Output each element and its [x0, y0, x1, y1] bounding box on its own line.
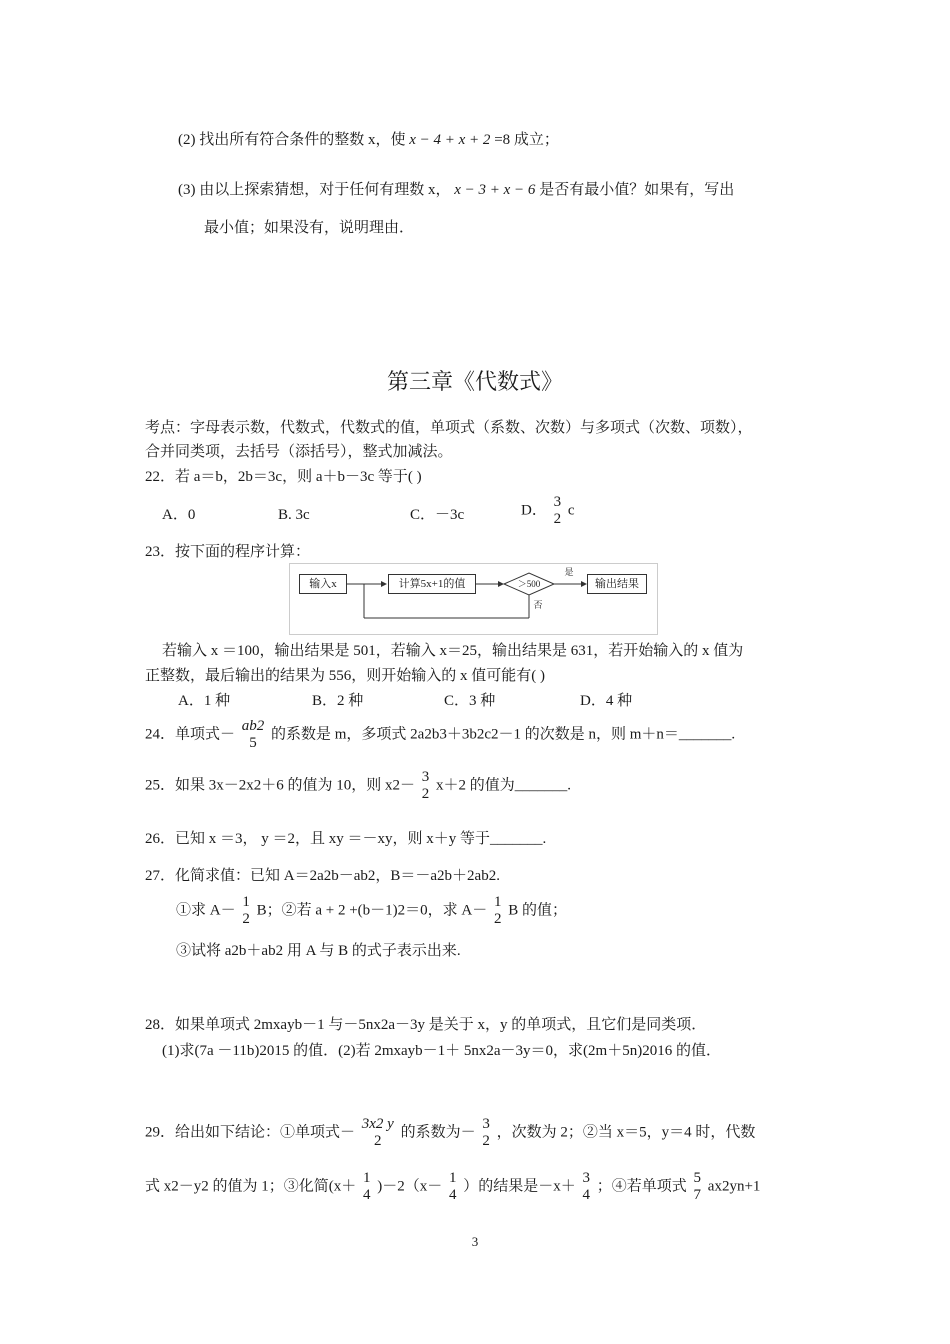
- q22-stem: 22．若 a＝b，2b＝3c，则 a＋b－3c 等于( ): [145, 469, 422, 485]
- q29-fraction-4: [449, 1170, 457, 1204]
- fraction-denominator: 2: [242, 911, 250, 927]
- q23-stem: 23．按下面的程序计算：: [145, 544, 311, 560]
- q27-line1-text: ①求 A－: [176, 902, 236, 919]
- q25-tail: x＋2 的值为_______.: [436, 777, 572, 794]
- q28-line1: 28．如果单项式 2mxayb－1 与－5nx2a－3y 是关于 x，y 的单项式，且它们是同类项．: [145, 1017, 707, 1033]
- q22-option-d-tail: c: [567, 502, 575, 519]
- q29-line2-tail: ax2yn+1: [707, 1178, 761, 1195]
- q22-option-d-label: D．: [521, 502, 547, 519]
- q29-fraction-3: [363, 1170, 371, 1204]
- q23-flowchart: [289, 563, 658, 635]
- fraction-numerator: 5: [693, 1170, 702, 1186]
- q23-option-d: D．4 种: [580, 693, 633, 709]
- q22-option-d: [521, 494, 575, 528]
- q25: [145, 769, 571, 803]
- q21-part2: [178, 130, 559, 150]
- fraction-denominator: 2: [421, 786, 430, 802]
- q29-line1-text: 29．给出如下结论：①单项式－: [145, 1124, 356, 1141]
- q22-option-d-fraction: [554, 494, 562, 528]
- q29-line2-text: 式 x2－y2 的值为 1；③化简(x＋: [145, 1178, 357, 1195]
- q27-line1: [176, 894, 567, 928]
- q29-line2-part1: )－2（x－: [377, 1178, 443, 1195]
- fraction-numerator: 1: [494, 894, 502, 910]
- page-number: 3: [471, 1234, 479, 1249]
- q23-option-a: A．1 种: [178, 693, 231, 709]
- fraction-denominator: 4: [449, 1187, 457, 1203]
- q21-part3: [178, 180, 734, 200]
- fraction-denominator: 2: [374, 1133, 382, 1149]
- fraction-denominator: 4: [363, 1187, 371, 1203]
- q23-line1: 若输入 x ＝100，输出结果是 501，若输入 x＝25，输出结果是 631，若开始输入的 x 值为: [162, 643, 744, 659]
- q27-stem: 27．化简求值：已知 A＝2a2b－ab2，B＝－a2b＋2ab2.: [145, 868, 500, 884]
- q29-line2-part2: ）的结果是－x＋: [463, 1178, 576, 1195]
- q27-fraction-2: [494, 894, 502, 928]
- q25-fraction: [422, 769, 430, 803]
- q24: [145, 718, 735, 752]
- q27-fraction-1: [242, 894, 250, 928]
- q29-fraction-6: [694, 1170, 702, 1204]
- q21-part3-text: (3) 由以上探索猜想，对于任何有理数 x，: [178, 182, 451, 198]
- q29-line2: [145, 1170, 760, 1204]
- q26: 26．已知 x ＝3， y ＝2，且 xy ＝－xy，则 x＋y 等于_______.: [145, 831, 547, 847]
- fraction-denominator: 4: [582, 1187, 591, 1203]
- q22-option-a: A．0: [162, 507, 196, 523]
- fraction-denominator: 2: [482, 1133, 490, 1149]
- q21-part2-expression: x − 4 + x + 2: [409, 132, 491, 148]
- q24-text: 24．单项式－: [145, 726, 236, 743]
- q22-option-c: C．－3c: [410, 507, 465, 523]
- q23-line2: 正整数，最后输出的结果为 556，则开始输入的 x 值可能有( ): [145, 668, 545, 684]
- kaodian-line1: 考点：字母表示数，代数式，代数式的值，单项式（系数、次数）与多项式（次数、项数），: [145, 420, 753, 436]
- fraction-numerator: 1: [449, 1170, 457, 1186]
- fraction-denominator: 2: [494, 911, 502, 927]
- fraction-numerator: 3: [482, 1116, 490, 1132]
- flow-condition: ＞500: [517, 579, 541, 589]
- q21-part3-tail: 是否有最小值？如果有，写出: [539, 182, 735, 198]
- fraction-numerator: 1: [242, 894, 250, 910]
- fraction-numerator: 3: [582, 1170, 591, 1186]
- chapter-title: 第三章《代数式》: [386, 369, 563, 394]
- q28-line2: (1)求(7a －11b)2015 的值．(2)若 2mxayb－1＋ 5nx2a－3y＝0，求(2m＋5n)2016 的值．: [162, 1043, 721, 1059]
- q21-part2-tail: =8 成立；: [494, 132, 559, 148]
- fraction-numerator: 3: [553, 494, 562, 510]
- fraction-denominator: 2: [553, 511, 562, 527]
- kaodian-line2: 合并同类项，去括号（添括号），整式加减法。: [145, 444, 453, 460]
- q29-line1-middle: 的系数为－: [400, 1124, 476, 1141]
- q29-line1-tail: ，次数为 2；②当 x＝5，y＝4 时，代数: [496, 1124, 756, 1141]
- q29-line2-part3: ；④若单项式: [596, 1178, 687, 1195]
- flow-input-box: 输入x: [299, 574, 347, 594]
- q25-text: 25．如果 3x－2x2＋6 的值为 10，则 x2－: [145, 777, 416, 794]
- q22-option-b: B. 3c: [278, 507, 310, 523]
- q27-line1-tail: B 的值；: [508, 902, 568, 919]
- q29-line1: [145, 1116, 755, 1150]
- q29-fraction-5: [583, 1170, 591, 1204]
- fraction-numerator: 3: [421, 769, 430, 785]
- q23-option-b: B．2 种: [312, 693, 364, 709]
- fraction-numerator: ab2: [241, 718, 265, 734]
- fraction-numerator: 1: [363, 1170, 371, 1186]
- q21-part3-expression: x − 3 + x − 6: [454, 182, 536, 198]
- flow-no-label: 否: [533, 600, 543, 610]
- fraction-numerator: 3x2 y: [361, 1116, 394, 1132]
- q29-fraction-1: [362, 1116, 394, 1150]
- q24-tail: 的系数是 m，多项式 2a2b3＋3b2c2－1 的次数是 n，则 m＋n＝_______.: [271, 726, 736, 743]
- q21-part3-line2: 最小值；如果没有，说明理由．: [204, 220, 415, 236]
- q23-option-c: C．3 种: [444, 693, 496, 709]
- fraction-denominator: 7: [693, 1187, 702, 1203]
- q21-part2-text: (2) 找出所有符合条件的整数 x，使: [178, 132, 406, 148]
- flow-output-box: 输出结果: [587, 574, 647, 594]
- q29-fraction-2: [482, 1116, 490, 1150]
- fraction-denominator: 5: [249, 735, 257, 751]
- flow-yes-label: 是: [564, 567, 574, 577]
- q24-fraction: [242, 718, 265, 752]
- q27-line1-middle: B；②若 a + 2 +(b－1)2＝0，求 A－: [256, 902, 488, 919]
- flow-calc-box: 计算5x+1的值: [388, 574, 476, 594]
- q27-line2: ③试将 a2b＋ab2 用 A 与 B 的式子表示出来.: [176, 943, 461, 959]
